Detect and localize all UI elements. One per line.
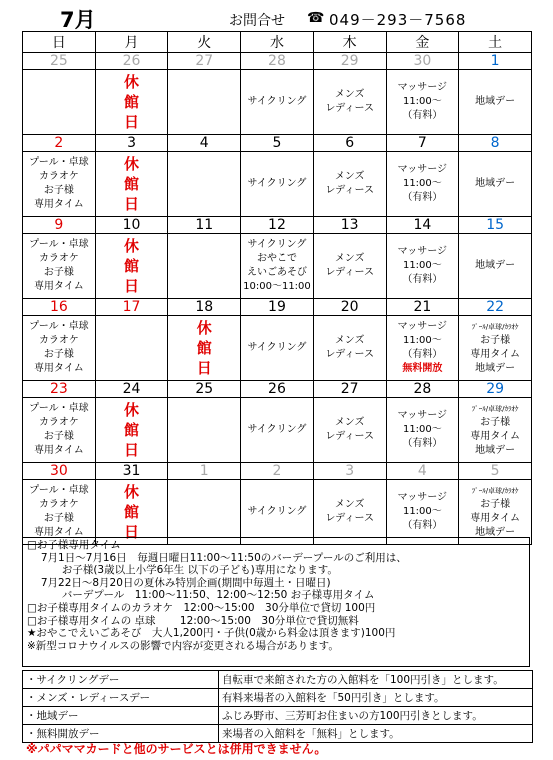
day-cell xyxy=(459,480,532,545)
notes-box xyxy=(22,537,530,667)
event-line: プール・卓球 xyxy=(29,239,89,250)
date-number: 25 xyxy=(168,381,241,398)
day-cell xyxy=(386,316,459,381)
day-cell xyxy=(241,398,314,463)
weekday-4: 木 xyxy=(313,32,386,53)
event-line: お子様 xyxy=(43,349,74,360)
day-cell xyxy=(95,398,168,463)
day-cell xyxy=(241,316,314,381)
day-cell xyxy=(241,480,314,545)
event-line: （有料） xyxy=(402,192,443,203)
info-label: ・無料開放デー xyxy=(23,725,219,743)
date-number: 25 xyxy=(23,53,96,70)
event-line: 専用タイム xyxy=(33,363,84,374)
event-line: メンズ xyxy=(334,89,365,100)
week-content-row xyxy=(23,152,532,217)
closed-day-label: 日 xyxy=(124,277,140,295)
event-line: メンズ xyxy=(334,335,365,346)
event-line: レディース xyxy=(325,185,375,196)
day-cell xyxy=(168,152,241,217)
day-cell xyxy=(386,480,459,545)
week-date-row xyxy=(23,381,532,398)
day-cell xyxy=(459,70,532,135)
weekday-3: 水 xyxy=(241,32,314,53)
info-desc: 自転車で来館された方の入館料を「100円引き」とします。 xyxy=(219,671,533,689)
day-cell xyxy=(23,480,96,545)
event-line: カラオケ xyxy=(38,253,79,264)
date-number: 26 xyxy=(95,53,168,70)
date-number: 30 xyxy=(23,463,96,480)
event-line: レディース xyxy=(325,103,375,114)
date-number: 31 xyxy=(95,463,168,480)
day-cell xyxy=(95,316,168,381)
phone-icon: ☎ xyxy=(307,10,325,26)
event-line: 11:00～ xyxy=(402,260,442,271)
event-line: 専用タイム xyxy=(33,527,84,538)
date-number: 13 xyxy=(313,217,386,234)
date-number: 4 xyxy=(168,135,241,152)
week-date-row xyxy=(23,463,532,480)
week-content-row xyxy=(23,234,532,299)
note-line: ★おやこでえいごあそび 大人1,200円・子供(0歳から料金は頂きます)100円 xyxy=(27,627,396,640)
event-line: （有料） xyxy=(402,110,443,121)
closed-day-label: 休 xyxy=(124,155,140,173)
date-number: 27 xyxy=(168,53,241,70)
event-line: 地域デー xyxy=(475,96,516,107)
event-line: カラオケ xyxy=(38,499,79,510)
date-number: 29 xyxy=(313,53,386,70)
event-line: メンズ xyxy=(334,417,365,428)
event-line: レディース xyxy=(325,513,375,524)
week-content-row xyxy=(23,70,532,135)
service-info-table xyxy=(22,670,533,743)
event-line: サイクリング xyxy=(247,178,307,189)
event-line: メンズ xyxy=(334,499,365,510)
note-line: 7月22日～8月20日の夏休み特別企画(期間中毎週土・日曜日) xyxy=(27,576,331,589)
event-line: お子様 xyxy=(480,335,511,346)
contact-label: お問合せ xyxy=(229,13,285,29)
event-line: 地域デー xyxy=(475,363,516,374)
event-line: 11:00～ xyxy=(402,424,442,435)
week-date-row xyxy=(23,217,532,234)
date-number: 12 xyxy=(241,217,314,234)
note-line: ※新型コロナウイルスの影響で内容が変更される場合があります。 xyxy=(27,639,339,652)
closed-day-label: 館 xyxy=(196,339,212,357)
day-cell xyxy=(313,234,386,299)
date-number: 9 xyxy=(23,217,96,234)
event-line: 地域デー xyxy=(475,445,516,456)
event-line: マッサージ xyxy=(397,82,448,93)
date-number: 1 xyxy=(459,53,532,70)
week-date-row xyxy=(23,135,532,152)
event-line: レディース xyxy=(325,431,375,442)
event-line: 専用タイム xyxy=(33,281,84,292)
event-line: プール・卓球 xyxy=(29,485,89,496)
month-title: 7月 xyxy=(60,8,96,32)
closed-day-label: 休 xyxy=(124,237,140,255)
week-date-row xyxy=(23,299,532,316)
day-cell xyxy=(241,70,314,135)
day-cell xyxy=(95,70,168,135)
day-cell xyxy=(386,70,459,135)
note-line: □お子様専用タイム xyxy=(27,539,121,551)
date-number: 30 xyxy=(386,53,459,70)
event-line: おやこで xyxy=(256,253,297,264)
date-number: 28 xyxy=(241,53,314,70)
day-cell xyxy=(386,234,459,299)
event-line: サイクリング xyxy=(247,342,307,353)
day-cell xyxy=(168,70,241,135)
weekday-header-row xyxy=(23,32,532,53)
warning-text: ※パパママカードと他のサービスとは併用できません。 xyxy=(26,742,327,756)
weekday-6: 土 xyxy=(459,32,532,53)
day-cell xyxy=(459,316,532,381)
closed-day-label: 館 xyxy=(124,175,140,193)
note-line: □お子様専用タイムのカラオケ 12:00～15:00 30分単位で貸切 100円 xyxy=(27,601,376,614)
date-number: 8 xyxy=(459,135,532,152)
date-number: 21 xyxy=(386,299,459,316)
date-number: 18 xyxy=(168,299,241,316)
closed-day-label: 休 xyxy=(124,483,140,501)
closed-day-label: 館 xyxy=(124,93,140,111)
calendar-header xyxy=(22,2,532,32)
date-number: 26 xyxy=(241,381,314,398)
closed-day-label: 館 xyxy=(124,421,140,439)
closed-day-label: 館 xyxy=(124,503,140,521)
info-row xyxy=(23,671,533,689)
date-number: 3 xyxy=(95,135,168,152)
date-number: 6 xyxy=(313,135,386,152)
date-number: 27 xyxy=(313,381,386,398)
event-line: 11:00～ xyxy=(402,96,442,107)
day-cell xyxy=(313,70,386,135)
event-line: お子様 xyxy=(480,417,511,428)
day-cell xyxy=(313,480,386,545)
event-line: 専用タイム xyxy=(470,513,521,524)
event-line: （有料） xyxy=(402,520,443,531)
event-line: マッサージ xyxy=(397,492,448,503)
day-cell xyxy=(386,152,459,217)
date-number: 10 xyxy=(95,217,168,234)
note-line: お子様(3歳以上小学6年生 以下の子ども)専用になります。 xyxy=(27,564,338,577)
event-line: カラオケ xyxy=(38,417,79,428)
event-line: ﾌﾟｰﾙ/卓球/ｶﾗｵｹ xyxy=(471,323,519,331)
event-line: ﾌﾟｰﾙ/卓球/ｶﾗｵｹ xyxy=(471,405,519,413)
info-label: ・メンズ・レディースデー xyxy=(23,689,219,707)
day-cell xyxy=(459,234,532,299)
calendar-body xyxy=(23,53,532,545)
event-line: マッサージ xyxy=(397,164,448,175)
event-line: 11:00～ xyxy=(402,335,442,346)
date-number: 2 xyxy=(23,135,96,152)
day-cell xyxy=(168,480,241,545)
day-cell xyxy=(95,152,168,217)
day-cell xyxy=(168,234,241,299)
day-cell xyxy=(168,316,241,381)
weekday-2: 火 xyxy=(168,32,241,53)
date-number: 15 xyxy=(459,217,532,234)
event-line: サイクリング xyxy=(247,96,307,107)
event-line: 10:00～11:00 xyxy=(243,281,311,292)
event-line: 11:00～ xyxy=(402,506,442,517)
event-line: マッサージ xyxy=(397,410,448,421)
date-number: 19 xyxy=(241,299,314,316)
day-cell xyxy=(459,152,532,217)
date-number: 7 xyxy=(386,135,459,152)
closed-day-label: 日 xyxy=(196,359,212,377)
day-cell xyxy=(459,398,532,463)
event-line: （有料） xyxy=(402,274,443,285)
event-line: お子様 xyxy=(480,499,511,510)
day-cell xyxy=(95,480,168,545)
info-desc: ふじみ野市、三芳町お住まいの方100円引きとします。 xyxy=(219,707,533,725)
weekday-0: 日 xyxy=(23,32,96,53)
event-line: 専用タイム xyxy=(33,445,84,456)
event-line: メンズ xyxy=(334,253,365,264)
event-line: 専用タイム xyxy=(33,199,84,210)
info-desc: 有料来場者の入館料を「50円引き」とします。 xyxy=(219,689,533,707)
date-number: 28 xyxy=(386,381,459,398)
day-cell xyxy=(23,70,96,135)
weekday-5: 金 xyxy=(386,32,459,53)
event-line: 地域デー xyxy=(475,527,516,538)
week-content-row xyxy=(23,480,532,545)
weekday-1: 月 xyxy=(95,32,168,53)
closed-day-label: 日 xyxy=(124,113,140,131)
date-number: 3 xyxy=(313,463,386,480)
event-line: お子様 xyxy=(43,431,74,442)
event-line: お子様 xyxy=(43,267,74,278)
date-number: 24 xyxy=(95,381,168,398)
date-number: 2 xyxy=(241,463,314,480)
info-desc: 来場者の入館料を「無料」とします。 xyxy=(219,725,533,743)
day-cell xyxy=(23,398,96,463)
day-cell xyxy=(241,234,314,299)
event-line: 地域デー xyxy=(475,178,516,189)
closed-day-label: 日 xyxy=(124,195,140,213)
event-line: お子様 xyxy=(43,513,74,524)
week-content-row xyxy=(23,398,532,463)
closed-day-label: 休 xyxy=(124,73,140,91)
date-number: 16 xyxy=(23,299,96,316)
event-line: サイクリング xyxy=(247,424,307,435)
day-cell xyxy=(23,234,96,299)
day-cell xyxy=(95,234,168,299)
date-number: 5 xyxy=(241,135,314,152)
date-number: 29 xyxy=(459,381,532,398)
info-label: ・地域デー xyxy=(23,707,219,725)
event-line: カラオケ xyxy=(38,335,79,346)
date-number: 20 xyxy=(313,299,386,316)
event-line: サイクリング xyxy=(247,239,307,250)
event-line: 専用タイム xyxy=(470,431,521,442)
week-date-row xyxy=(23,53,532,70)
date-number: 4 xyxy=(386,463,459,480)
day-cell xyxy=(313,316,386,381)
event-line: えいごあそび xyxy=(246,267,307,278)
day-cell xyxy=(241,152,314,217)
event-line: お子様 xyxy=(43,185,74,196)
calendar-table xyxy=(22,31,532,545)
event-line: サイクリング xyxy=(247,506,307,517)
event-line: メンズ xyxy=(334,171,365,182)
event-line: マッサージ xyxy=(397,246,448,257)
event-line: プール・卓球 xyxy=(29,321,89,332)
event-line: （有料） xyxy=(402,438,443,449)
event-line: レディース xyxy=(325,267,375,278)
event-line: カラオケ xyxy=(38,171,79,182)
day-cell xyxy=(386,398,459,463)
event-line: マッサージ xyxy=(397,321,448,332)
event-line: 地域デー xyxy=(475,260,516,271)
info-row xyxy=(23,689,533,707)
day-cell xyxy=(23,152,96,217)
closed-day-label: 日 xyxy=(124,523,140,541)
closed-day-label: 休 xyxy=(196,319,212,337)
note-line: バーデプール 11:00～11:50、12:00～12:50 お子様専用タイム xyxy=(27,589,375,602)
event-line: （有料） xyxy=(402,349,443,360)
info-label: ・サイクリングデー xyxy=(23,671,219,689)
date-number: 14 xyxy=(386,217,459,234)
date-number: 11 xyxy=(168,217,241,234)
closed-day-label: 日 xyxy=(124,441,140,459)
phone-number: 049－293－7568 xyxy=(329,11,467,29)
event-line: 専用タイム xyxy=(470,349,521,360)
closed-day-label: 館 xyxy=(124,257,140,275)
day-cell xyxy=(168,398,241,463)
closed-day-label: 休 xyxy=(124,401,140,419)
note-line: □お子様専用タイムの 卓球 12:00～15:00 30分単位で貸切無料 xyxy=(27,614,359,627)
date-number: 22 xyxy=(459,299,532,316)
date-number: 1 xyxy=(168,463,241,480)
event-line: プール・卓球 xyxy=(29,157,89,168)
event-line: レディース xyxy=(325,349,375,360)
event-line: プール・卓球 xyxy=(29,403,89,414)
day-cell xyxy=(313,152,386,217)
day-cell xyxy=(23,316,96,381)
date-number: 17 xyxy=(95,299,168,316)
event-line: ﾌﾟｰﾙ/卓球/ｶﾗｵｹ xyxy=(471,487,519,495)
event-line: 11:00～ xyxy=(402,178,442,189)
date-number: 5 xyxy=(459,463,532,480)
week-content-row xyxy=(23,316,532,381)
free-open-label: 無料開放 xyxy=(402,363,443,374)
note-line: 7月1日～7月16日 毎週日曜日11:00～11:50のバーデープールのご利用は、 xyxy=(27,551,407,564)
info-row xyxy=(23,707,533,725)
date-number: 23 xyxy=(23,381,96,398)
day-cell xyxy=(313,398,386,463)
